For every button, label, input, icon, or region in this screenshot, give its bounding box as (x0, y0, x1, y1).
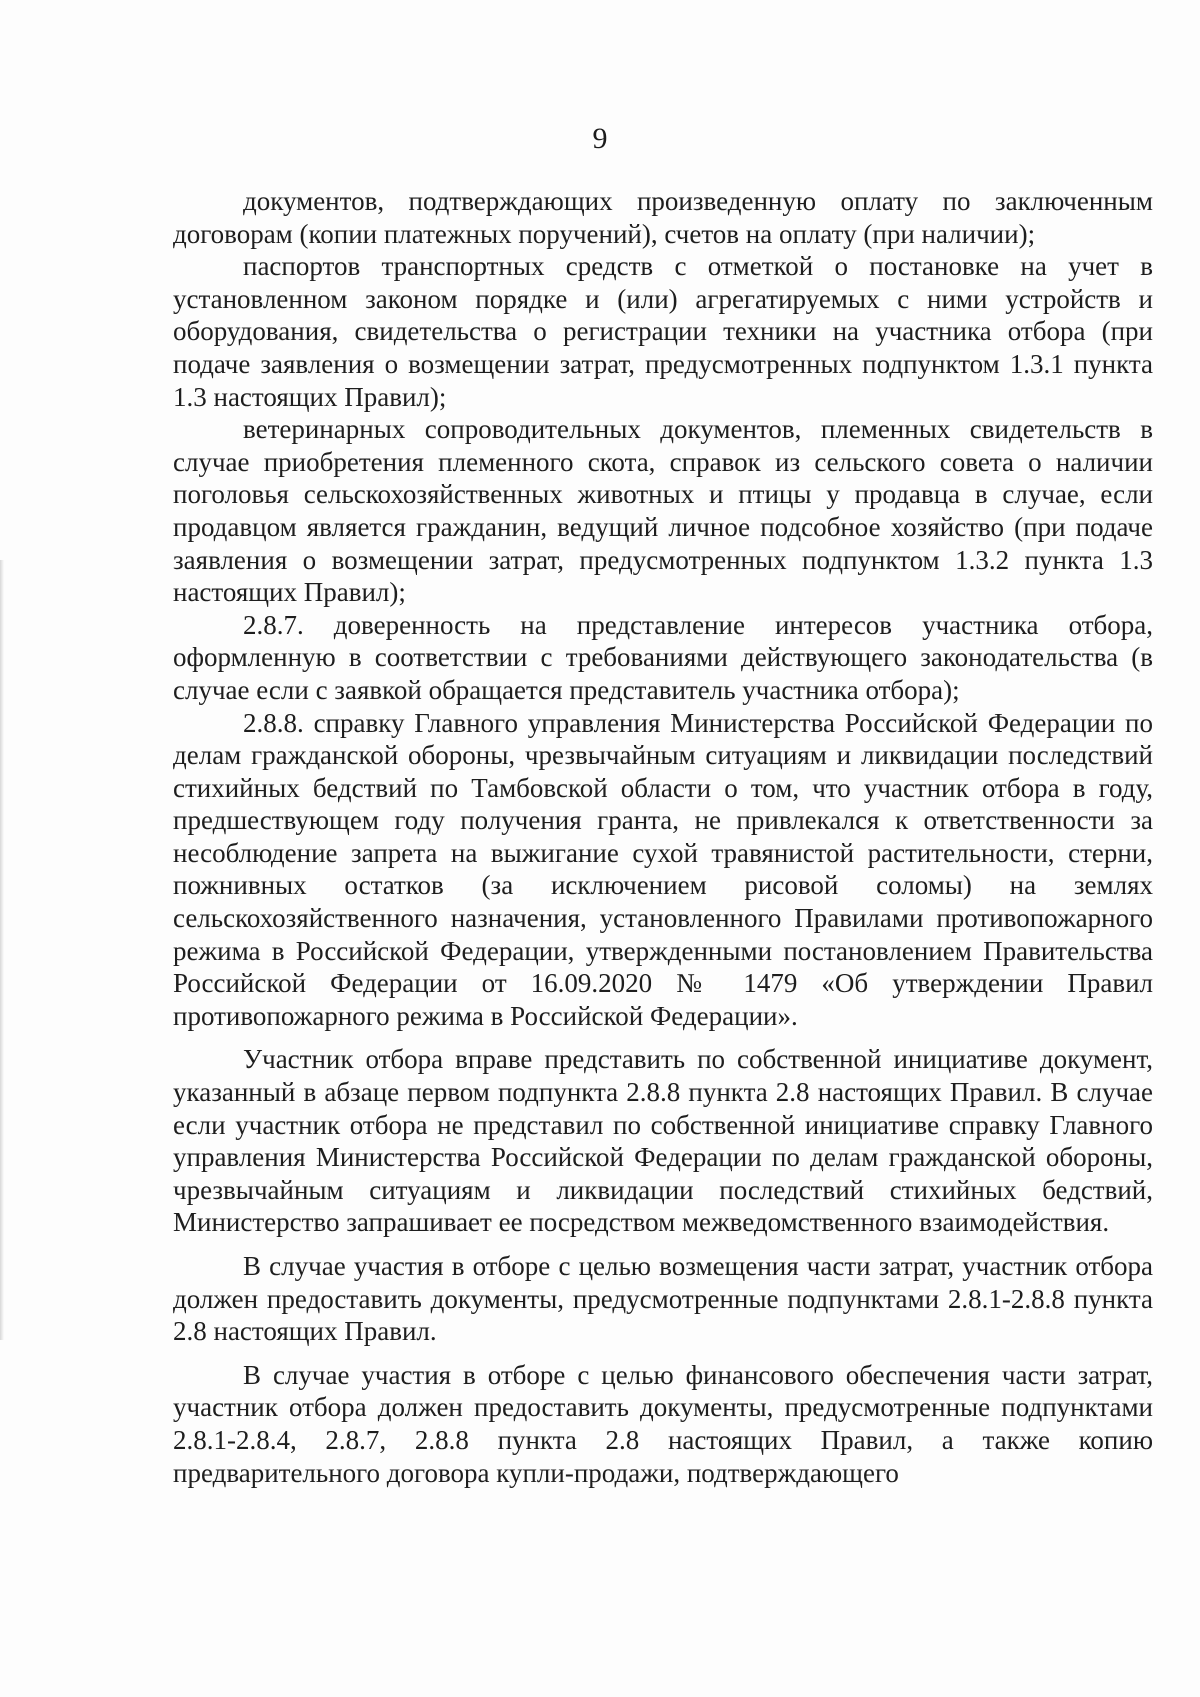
paragraph-vehicle-passports: паспортов транспортных средств с отметкой о постановке на учет в установленном законом порядке и (или) агрегатируемых с ними устройств и оборудования, свидетельства о регистрации техники на участника отбора (при подаче заявления о возмещении затрат, предусмотренных подпунктом 1.3.1 пункта 1.3 настоящих Правил); (173, 251, 1153, 412)
paragraph-2-8-7-power-of-attorney: 2.8.7. доверенность на представление интересов участника отбора, оформленную в соответствии с требованиями действующего законодательства (в случае если с заявкой обращается представитель участника отбора); (173, 609, 1153, 705)
paragraph-2-8-8-certificate: 2.8.8. справку Главного управления Министерства Российской Федерации по делам гражданской обороны, чрезвычайным ситуациям и ликвидации последствий стихийных бедствий по Тамбовской области о том, что участник отбора в году, предшествующем году получения гранта, не привлекался к ответственности за несоблюдение запрета на выжигание сухой травянистой растительности, стерни, пожнивных остатков (за исключением рисовой соломы) на землях сельскохозяйственного назначения, установленного Правилами противопожарного режима в Российской Федерации, утвержденными постановлением Правительства Российской Федерации от 16.09.2020 № 1479 «Об утверждении Правил противопожарного режима в Российской Федерации». (173, 707, 1153, 1031)
document-body (173, 185, 1153, 1489)
paragraph-payment-documents: документов, подтверждающих произведенную оплату по заключенным договорам (копии платежных поручений), счетов на оплату (при наличии); (173, 186, 1153, 249)
paragraph-veterinary-documents: ветеринарных сопроводительных документов, племенных свидетельств в случае приобретения племенного скота, справок из сельского совета о наличии поголовья сельскохозяйственных животных и птицы у продавца в случае, если продавцом является гражданин, ведущий личное подсобное хозяйство (при подаче заявления о возмещении затрат, предусмотренных подпунктом 1.3.2 пункта 1.3 настоящих Правил); (173, 414, 1153, 608)
page-number: 9 (592, 122, 608, 155)
paragraph-financing-case: В случае участия в отборе с целью финансового обеспечения части затрат, участник отбора должен предоставить документы, предусмотренные подпунктами 2.8.1-2.8.4, 2.8.7, 2.8.8 пункта 2.8 настоящих Правил, а также копию предварительного договора купли-продажи, подтверждающего (173, 1359, 1153, 1488)
scan-edge-shadow (0, 560, 4, 1340)
paragraph-own-initiative: Участник отбора вправе представить по собственной инициативе документ, указанный в абзаце первом подпункта 2.8.8 пункта 2.8 настоящих Правил. В случае если участник отбора не представил по собственной инициативе справку Главного управления Министерства Российской Федерации по делам гражданской обороны, чрезвычайным ситуациям и ликвидации последствий стихийных бедствий, Министерство запрашивает ее посредством межведомственного взаимодействия. (173, 1044, 1153, 1238)
paragraph-reimbursement-case: В случае участия в отборе с целью возмещения части затрат, участник отбора должен предоставить документы, предусмотренные подпунктами 2.8.1-2.8.8 пункта 2.8 настоящих Правил. (173, 1251, 1153, 1347)
